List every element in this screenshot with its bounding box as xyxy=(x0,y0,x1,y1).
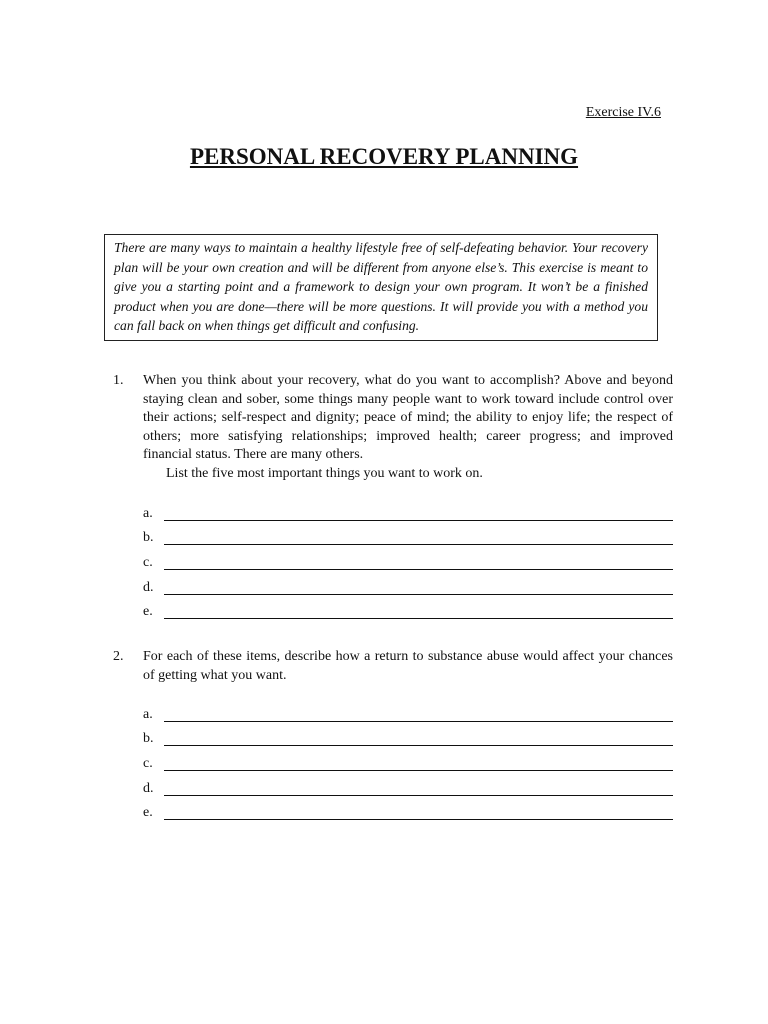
answer-blank-line[interactable] xyxy=(164,580,673,595)
intro-box xyxy=(104,234,658,341)
answer-row xyxy=(143,724,673,749)
answer-letter: c. xyxy=(143,555,153,571)
question-number: 2. xyxy=(113,649,124,664)
answer-row xyxy=(143,572,673,597)
answer-letter: a. xyxy=(143,706,153,722)
answer-blank-line[interactable] xyxy=(164,781,673,796)
answer-letter: e. xyxy=(143,604,153,620)
answer-row xyxy=(143,798,673,823)
answer-row xyxy=(143,699,673,724)
answer-blank-line[interactable] xyxy=(164,756,673,771)
answer-letter: c. xyxy=(143,756,153,772)
page-title: PERSONAL RECOVERY PLANNING xyxy=(189,144,579,169)
question-1 xyxy=(113,372,673,484)
answer-letter: d. xyxy=(143,579,154,595)
answer-row xyxy=(143,498,673,523)
answer-blank-line[interactable] xyxy=(164,506,673,521)
answer-row xyxy=(143,523,673,548)
answer-row xyxy=(143,773,673,798)
question-text: When you think about your recovery, what do you want to accomplish? Above and beyond staying clean and sober, some things many people want to work toward include control over their actions; self-respect and dignity; peace of mind; the ability to enjoy life; the respect of others; more satisfying relationships; improved health; career progress; and improved financial status. There are many others. xyxy=(143,373,673,463)
answer-row xyxy=(143,547,673,572)
answer-blank-line[interactable] xyxy=(164,530,673,545)
answer-row xyxy=(143,748,673,773)
answer-blank-line[interactable] xyxy=(164,707,673,722)
answer-letter: e. xyxy=(143,805,153,821)
answer-blank-line[interactable] xyxy=(164,604,673,619)
question-2 xyxy=(113,648,673,685)
answer-list-2 xyxy=(143,699,673,822)
answer-blank-line[interactable] xyxy=(164,805,673,820)
answer-letter: b. xyxy=(143,731,154,747)
answer-letter: b. xyxy=(143,530,154,546)
answer-letter: d. xyxy=(143,780,154,796)
exercise-label: Exercise IV.6 xyxy=(585,105,661,120)
question-text: For each of these items, describe how a return to substance abuse would affect your chances of getting what you want. xyxy=(143,649,673,683)
intro-text: There are many ways to maintain a healthy lifestyle free of self-defeating behavior. Your recovery plan will be your own creation and will be different from anyone else’s. This exercise is meant to give you a starting point and a framework to design your own program. It won’t be a finished product when you are done—there will be more questions. It will provide you with a method you can fall back on when things get difficult and confusing. xyxy=(114,240,648,334)
answer-blank-line[interactable] xyxy=(164,555,673,570)
answer-row xyxy=(143,597,673,622)
answer-blank-line[interactable] xyxy=(164,731,673,746)
answer-letter: a. xyxy=(143,505,153,521)
answer-list-1 xyxy=(143,498,673,621)
question-instruction: List the five most important things you want to work on. xyxy=(166,465,483,481)
question-number: 1. xyxy=(113,373,124,388)
